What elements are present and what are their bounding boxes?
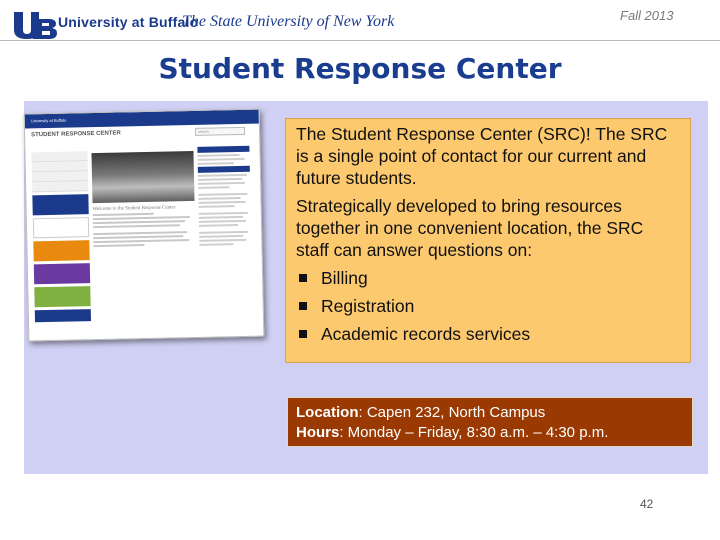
location-value: : Capen 232, North Campus <box>358 404 546 421</box>
university-name: University at Buffalo <box>58 14 199 30</box>
screenshot-sidebar-line <box>199 201 246 204</box>
screenshot-main-column <box>91 151 195 247</box>
screenshot-banner-text: University at Buffalo <box>30 117 67 124</box>
service-label: Billing <box>321 268 368 288</box>
screenshot-tile <box>33 240 89 261</box>
screenshot-text-line <box>93 224 180 228</box>
screenshot-sidebar-line <box>199 220 246 223</box>
service-label: Academic records services <box>321 324 531 344</box>
src-body-text: Strategically developed to bring resources together in one convenient location, the SRC staff can answer questions on: <box>296 196 644 260</box>
screenshot-sidebar-line <box>198 197 240 200</box>
screenshot-page-title: STUDENT RESPONSE CENTER <box>31 130 121 139</box>
list-item <box>296 323 680 345</box>
screenshot-right-sidebar <box>197 144 251 246</box>
screenshot-tile <box>34 286 90 307</box>
screenshot-welcome-heading: Welcome to the Student Response Center <box>92 205 176 213</box>
square-bullet-icon <box>299 274 307 282</box>
location-hours-box <box>287 397 693 447</box>
screenshot-text-line <box>93 244 144 247</box>
screenshot-sidebar-line <box>199 243 233 246</box>
location-line <box>296 403 684 423</box>
location-label: Location <box>296 404 359 421</box>
screenshot-tile <box>33 217 89 238</box>
suny-tagline: The State University of New York <box>182 13 395 30</box>
screenshot-text-line <box>93 239 189 243</box>
screenshot-left-nav <box>31 151 91 322</box>
screenshot-sidebar-line <box>199 235 243 238</box>
services-list <box>296 267 680 345</box>
screenshot-sidebar-line <box>198 174 247 177</box>
screenshot-search-box: search <box>195 127 245 136</box>
screenshot-sidebar-line <box>199 216 243 219</box>
square-bullet-icon <box>299 330 307 338</box>
screenshot-sidebar-line <box>198 193 247 196</box>
hours-label: Hours <box>296 424 340 441</box>
screenshot-sidebar-line <box>199 231 248 234</box>
screenshot-sidebar-line <box>198 162 234 165</box>
screenshot-nav-link <box>32 181 88 192</box>
slide-title: Student Response Center <box>158 52 562 85</box>
screenshot-sidebar-header <box>198 166 250 173</box>
screenshot-sidebar-line <box>198 154 240 157</box>
hours-value: : Monday – Friday, 8:30 a.m. – 4:30 p.m. <box>339 424 609 441</box>
term-label: Fall 2013 <box>620 8 674 23</box>
screenshot-sidebar-line <box>198 182 245 185</box>
square-bullet-icon <box>299 302 307 310</box>
hours-line <box>296 423 684 443</box>
service-label: Registration <box>321 296 415 316</box>
header-divider <box>0 40 720 41</box>
screenshot-photo <box>91 151 194 203</box>
src-website-screenshot <box>24 109 265 342</box>
screenshot-sidebar-line <box>198 178 242 181</box>
list-item <box>296 295 680 317</box>
page-number: 42 <box>640 497 654 511</box>
screenshot-text-line <box>93 213 154 216</box>
screenshot-sidebar-line <box>198 158 245 161</box>
screenshot-tile <box>34 263 90 284</box>
src-description-box <box>285 118 691 363</box>
list-item <box>296 267 680 289</box>
screenshot-sidebar-header <box>197 146 249 153</box>
screenshot-sidebar-line <box>199 212 248 215</box>
screenshot-sidebar-line <box>199 239 246 242</box>
screenshot-sidebar-line <box>199 224 238 227</box>
src-intro-text: The Student Response Center (SRC)! The SRC is a single point of contact for our current and future students. <box>296 124 668 188</box>
screenshot-sidebar-line <box>199 205 235 208</box>
screenshot-tile <box>32 194 88 215</box>
ub-logo-icon <box>12 10 58 40</box>
screenshot-sidebar-line <box>198 186 229 189</box>
screenshot-tile <box>35 309 91 322</box>
